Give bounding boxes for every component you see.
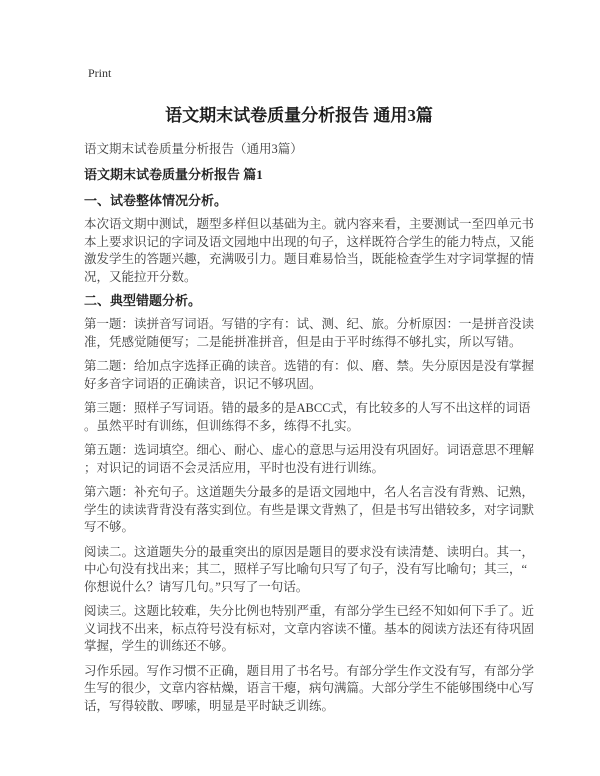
section-2-heading: 二、典型错题分析。: [84, 293, 202, 308]
paragraph-reading-2: 阅读二。这道题失分的最重突出的原因是题目的要求没有读清楚、读明白。其一，中心句没有找出来；其二，照样子写比喻句只写了句子，没有写比喻句；其三，“你想说什么？请写几句。”只写了一句话。: [84, 544, 535, 594]
paragraph-question-5: 第五题：选词填空。细心、耐心、虚心的意思与运用没有巩固好。词语意思不理解；对识记的词语不会灵活应用，平时也没有进行训练。: [84, 443, 535, 475]
section-1-paragraph-overview: 本次语文期中测试，题型多样但以基础为主。就内容来看，主要测试一至四单元书本上要求识记的字词及语文园地中出现的句子，这样既符合学生的能力特点，又能激发学生的答题兴趣，充满吸引力。题目难易恰当，既能检查学生对字词掌握的情况，又能拉开分数。: [84, 217, 535, 284]
article-title: 语文期末试卷质量分析报告 篇1: [84, 167, 263, 182]
print-button[interactable]: Print: [88, 66, 112, 80]
paragraph-question-1: 第一题：读拼音写词语。写错的字有：试、测、纪、旅。分析原因：一是拼音没读准，凭感觉随便写；二是能拼准拼音，但是由于平时练得不够扎实，所以写错。: [84, 317, 535, 349]
section-1-heading: 一、试卷整体情况分析。: [84, 193, 228, 208]
paragraph-question-2: 第二题：给加点字选择正确的读音。选错的有：似、磨、禁。失分原因是没有掌握好多音字词语的正确读音，识记不够巩固。: [84, 359, 535, 391]
paragraph-writing: 习作乐园。写作习惯不正确，题目用了书名号。有部分学生作文没有写，有部分学生写的很少，文章内容枯燥，语言干瘪，病句满篇。大部分学生不能够围绕中心写话，写得较散、啰嗦，明显是平时缺乏训练。: [84, 663, 535, 713]
paragraph-reading-3: 阅读三。这题比较难，失分比例也特别严重，有部分学生已经不知如何下手了。近义词找不出来，标点符号没有标对，文章内容读不懂。基本的阅读方法还有待巩固掌握，学生的训练还不够。: [84, 604, 535, 653]
paragraph-question-6: 第六题：补充句子。这道题失分最多的是语文园地中，名人名言没有背熟、记熟，学生的读读背背没有落实到位。有些是课文背熟了，但是书写出错较多，对字词默写不够。: [84, 485, 535, 534]
document-subtitle: 语文期末试卷质量分析报告（通用3篇）: [84, 142, 303, 156]
page-title: 语文期末试卷质量分析报告 通用3篇: [165, 106, 433, 125]
paragraph-question-3: 第三题：照样子写词语。错的最多的是ABCC式，有比较多的人写不出这样的词语。虽然平时有训练，但训练得不多，练得不扎实。: [84, 401, 531, 433]
